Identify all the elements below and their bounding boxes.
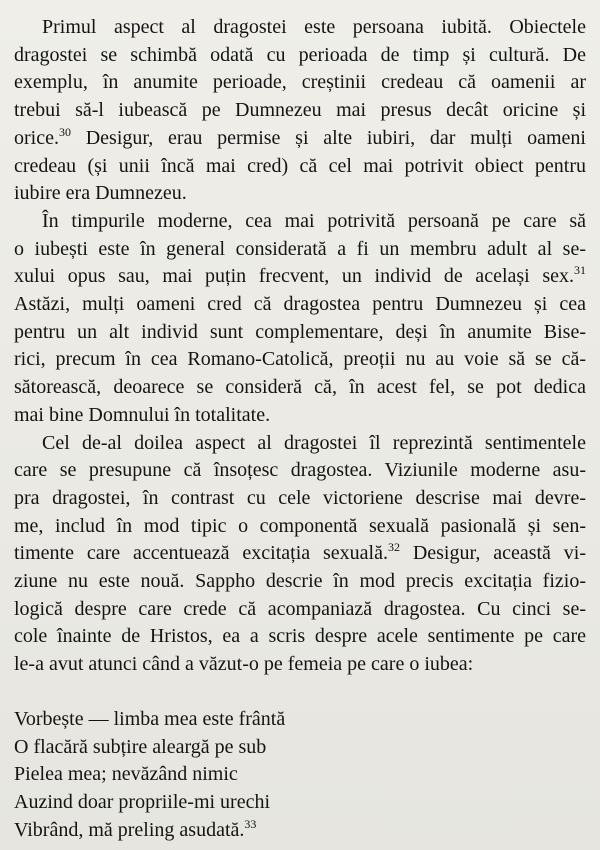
text-segment: În timpurile moderne, cea mai potrivită persoană pe care să [42, 209, 586, 232]
page-text [14, 14, 586, 844]
text-line [14, 623, 586, 651]
text-line [14, 97, 586, 125]
text-line [14, 263, 586, 291]
text-segment: rici, precum în cea Romano-Catolică, preoții nu au voie să se că- [14, 348, 586, 371]
footnote-marker: 31 [574, 263, 586, 278]
text-segment: logică despre care crede că acompaniază dragostea. Cu cinci se- [14, 597, 586, 620]
text-segment: Desigur, erau permise și alte iubiri, dar mulți oameni [70, 126, 586, 149]
poem-quote [14, 706, 586, 845]
text-line [14, 153, 586, 181]
text-line [14, 42, 586, 70]
text-segment: Auzind doar propriile-mi urechi [14, 790, 271, 813]
text-line [14, 346, 586, 374]
footnote-marker: 32 [387, 540, 400, 555]
text-segment: xului opus sau, mai puțin frecvent, un individ de același sex. [14, 265, 574, 288]
text-segment: exemplu, în anumite perioade, creștinii credeau că oamenii ar [14, 71, 586, 94]
paragraph [14, 208, 586, 430]
text-segment: trebui să-l iubească pe Dumnezeu mai presus decât oricine și [14, 99, 586, 122]
text-line [14, 734, 586, 762]
text-line [14, 180, 586, 208]
text-line [14, 457, 586, 485]
text-line [14, 125, 586, 153]
text-line [14, 761, 586, 789]
text-line [14, 789, 586, 817]
text-segment: o iubești este în general considerată a fi un membru adult al se- [14, 237, 586, 260]
text-line [14, 568, 586, 596]
footnote-marker: 33 [244, 816, 257, 831]
text-segment: Vibrând, mă preling asudată. [14, 818, 245, 841]
text-segment: Vorbește — limba mea este frântă [14, 707, 286, 730]
text-line [14, 596, 586, 624]
text-line [14, 817, 586, 845]
paragraph [14, 14, 586, 208]
text-line [14, 319, 586, 347]
paragraph [14, 430, 586, 679]
text-line [14, 374, 586, 402]
text-line [14, 69, 586, 97]
text-segment: Pielea mea; nevăzând nimic [14, 763, 238, 786]
text-line [14, 402, 586, 430]
text-segment: care se presupune că însoțesc dragostea. Viziunile moderne asu- [14, 459, 586, 482]
text-segment: Astăzi, mulți oameni cred că dragostea pentru Dumnezeu și cea [14, 293, 586, 316]
text-segment: Desigur, această vi- [399, 542, 586, 565]
text-segment: pentru un alt individ sunt complementare, deși în anumite Bise- [14, 320, 586, 343]
text-line [14, 236, 586, 264]
text-segment: me, includ în mod tipic o componentă sexuală pasională și sen- [14, 514, 586, 537]
text-line [14, 14, 586, 42]
text-line [14, 513, 586, 541]
text-segment: ziune nu este nouă. Sappho descrie în mod precis excitația fizio- [14, 570, 586, 593]
text-segment: sătorească, deoarece se consideră că, în acest fel, se pot dedica [14, 376, 586, 399]
text-segment: orice. [14, 126, 59, 149]
text-segment: mai bine Domnului în totalitate. [14, 403, 271, 426]
text-segment: O flacără subțire aleargă pe sub [14, 735, 267, 758]
footnote-marker: 30 [58, 124, 71, 139]
text-segment: iubire era Dumnezeu. [14, 182, 187, 205]
text-line [14, 651, 586, 679]
text-segment: Primul aspect al dragostei este persoana iubită. Obiectele [42, 16, 586, 38]
text-line [14, 540, 586, 568]
text-line [14, 291, 586, 319]
text-line [14, 485, 586, 513]
text-line [14, 208, 586, 236]
text-line [14, 430, 586, 458]
text-segment: le-a avut atunci când a văzut-o pe femeia pe care o iubea: [14, 653, 474, 676]
text-segment: cole înainte de Hristos, ea a scris despre acele sentimente pe care [14, 625, 586, 648]
text-segment: timente care accentuează excitația sexuală. [14, 542, 388, 565]
text-segment: pra dragostei, în contrast cu cele victoriene descrise mai devre- [14, 486, 586, 509]
text-line [14, 706, 586, 734]
text-segment: Cel de-al doilea aspect al dragostei îl reprezintă sentimentele [42, 431, 586, 454]
text-segment: credeau (și unii încă mai cred) că cel mai potrivit obiect pentru [14, 154, 586, 177]
text-segment: dragostei se schimbă odată cu perioada de timp și cultură. De [14, 43, 586, 66]
